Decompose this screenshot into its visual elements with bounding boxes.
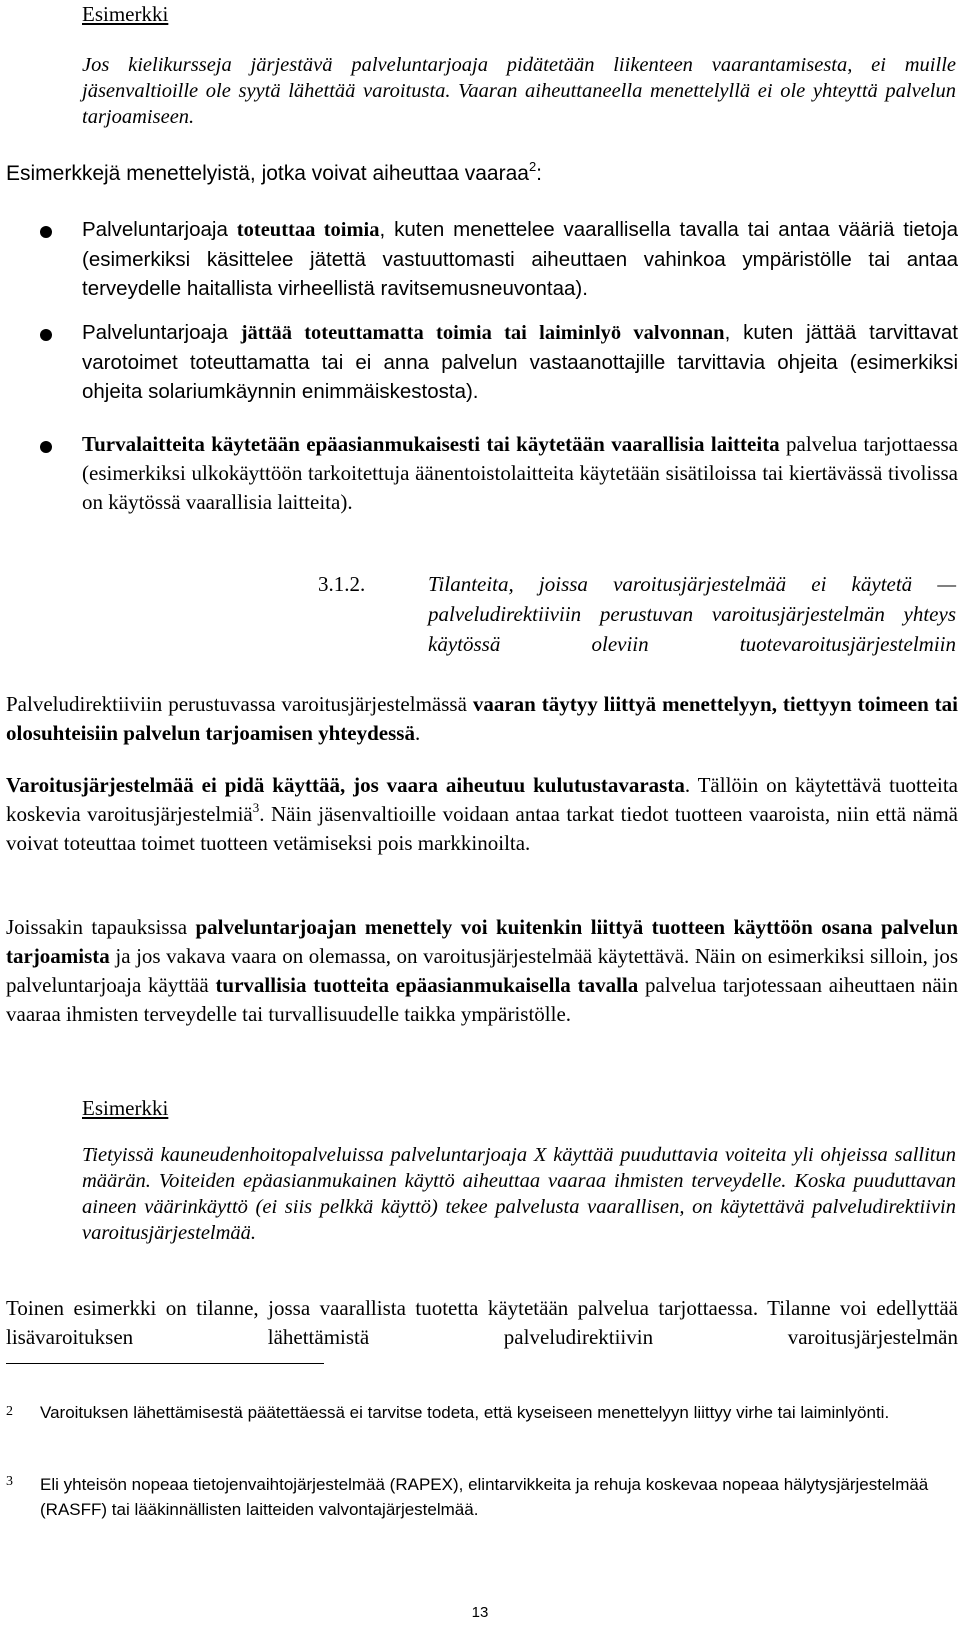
paragraph: Toinen esimerkki on tilanne, jossa vaarallista tuotetta käytetään palvelua tarjottaessa. Tilanne voi edellyttää lisävaroituksen lähettämistä palveludirektiivin varoitusjärjestelmän (6, 1296, 958, 1349)
footnote-number: 3 (6, 1474, 13, 1489)
bullet-emphasis: jättää toteuttamatta toimia tai laiminlyö valvonnan (240, 322, 725, 344)
bullet-dot (40, 329, 52, 341)
section-title: Tilanteita, joissa varoitusjärjestelmää ei käytetä — palveludirektiiviin perustuvan varoitusjärjestelmän yhteys käytössä oleviin tuotevaroitusjärjestelmiin (428, 572, 956, 656)
bullet-text: Palveluntarjoaja (82, 218, 237, 241)
paragraph-text: ja jos vakava vaara on olemassa, on varoitusjärjestelmää käytettävä. Näin on esimerkiksi silloin, jos palveluntarjoaja käyttää (6, 944, 958, 997)
paragraph-emphasis: turvallisia tuotteita epäasianmukaisella tavalla (215, 973, 639, 997)
example-heading: Esimerkki (82, 1096, 169, 1120)
paragraph (6, 771, 958, 858)
bullet-text: palvelua tarjottaessa (esimerkiksi ulkokäyttöön tarkoitettuja äänentoistolaitteita käytetään sisätiloissa tai kiertävässä tivolissa on käytössä vaarallisia laitteita). (82, 432, 958, 514)
bullet-text: Palveluntarjoaja (82, 321, 241, 344)
footnote-text: Varoituksen lähettämisestä päätettäessä ei tarvitse todeta, että kyseiseen menettelyyn liittyy virhe tai laiminlyönti. (40, 1403, 890, 1422)
footnote-ref: 3 (252, 800, 260, 815)
example-heading: Esimerkki (82, 2, 169, 26)
intro-sentence (6, 160, 542, 188)
bullet-item (82, 215, 958, 303)
paragraph-text: Palveludirektiiviin perustuvassa varoitusjärjestelmässä (6, 692, 473, 716)
page-number: 13 (471, 1604, 489, 1621)
bullet-dot (40, 226, 52, 238)
bullet-emphasis: toteuttaa toimia (236, 219, 380, 241)
paragraph (6, 913, 958, 1029)
paragraph-emphasis: palveluntarjoajan menettely voi kuitenkin liittyä tuotteen käyttöön osana palvelun tarjoamista (6, 915, 958, 968)
bullet-dot (40, 441, 52, 453)
intro-text: Esimerkkejä menettelyistä, jotka voivat aiheuttaa vaaraa (6, 162, 529, 185)
footnote-text: Eli yhteisön nopeaa tietojenvaihtojärjestelmää (RAPEX), elintarvikkeita ja rehuja koskevaa nopeaa hälytysjärjestelmää (RASFF) tai lääkinnällisten laitteiden valvontajärjestelmää. (40, 1475, 929, 1519)
footnote-ref: 2 (528, 159, 537, 174)
bullet-text: , kuten jättää tarvittavat varotoimet toteuttamatta tai ei anna palvelun vastaanottajille tarvittavia ohjeita (esimerkiksi ohjeita solariumkäynnin enimmäiskestosta). (82, 321, 958, 403)
bullet-item (82, 318, 958, 406)
paragraph-text: . Näin jäsenvaltioille voidaan antaa tarkat tiedot tuotteen vaaroista, niin että nämä voivat toteuttaa toimet tuotteen vetämiseksi pois markkinoilta. (6, 802, 958, 855)
bullet-emphasis: Turvalaitteita käytetään epäasianmukaisesti tai käytetään vaarallisia laitteita (82, 432, 780, 456)
example-text: Jos kielikursseja järjestävä palveluntarjoaja pidätetään liikenteen vaarantamisesta, ei muille jäsenvaltioille ole syytä lähettää varoitusta. Vaaran aiheuttaneella menettelyllä ei ole yhteyttä palvelun tarjoamiseen. (82, 54, 956, 128)
footnote-number: 2 (6, 1404, 13, 1419)
bullet-item (82, 430, 958, 517)
paragraph-text: palvelua tarjotessaan aiheuttaen näin vaaraa ihmisten terveydelle tai turvallisuudelle taikka ympäristölle. (6, 973, 959, 1026)
section-number: 3.1.2. (318, 572, 366, 596)
bullet-text: , kuten menettelee vaarallisella tavalla tai antaa vääriä tietoja (esimerkiksi käsittelee jätettä vastuuttomasti aiheuttaen vahinkoa ympäristölle tai antaa terveydelle haitallista virheellistä ravitsemusneuvontaa). (82, 218, 958, 300)
paragraph-emphasis: vaaran täytyy liittyä menettelyyn, tiettyyn toimeen tai olosuhteisiin palvelun tarjoamisen yhteydessä (6, 692, 958, 745)
paragraph-emphasis: Varoitusjärjestelmää ei pidä käyttää, jos vaara aiheutuu kulutustavarasta (6, 773, 685, 797)
paragraph (6, 690, 958, 748)
example-text: Tietyissä kauneudenhoitopalveluissa palveluntarjoaja X käyttää puuduttavia voiteita yli ohjeissa sallitun määrän. Voiteiden epäasianmukainen käyttö aiheuttaa vaaraa ihmisten terveydelle. Koska puuduttavan aineen väärinkäyttö (ei siis pelkkä käyttö) tekee palvelusta vaarallisen, on käytettävä palveludirektiivin varoitusjärjestelmää. (82, 1144, 956, 1244)
paragraph-text: Joissakin tapauksissa (6, 915, 196, 939)
footnote-separator (6, 1363, 324, 1364)
intro-suffix: : (536, 162, 543, 185)
paragraph-text: . (414, 721, 421, 745)
paragraph-text: . Tällöin on käytettävä tuotteita koskevia varoitusjärjestelmiä (6, 773, 958, 826)
